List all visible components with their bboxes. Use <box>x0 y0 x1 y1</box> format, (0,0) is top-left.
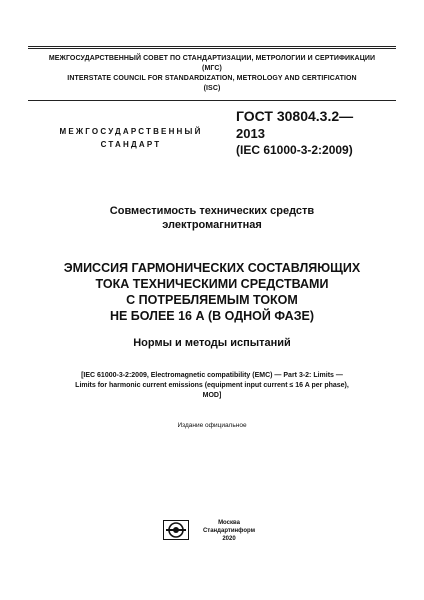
council-name-ru: МЕЖГОСУДАРСТВЕННЫЙ СОВЕТ ПО СТАНДАРТИЗАЦИИ, МЕТРОЛОГИИ И СЕРТИФИКАЦИИ <box>48 55 376 62</box>
publisher-info <box>194 519 264 543</box>
document-title <box>0 260 424 324</box>
document-title-line1: ЭМИССИЯ ГАРМОНИЧЕСКИХ СОСТАВЛЯЮЩИХ <box>63 261 361 275</box>
title-subject-line2: электромагнитная <box>162 219 262 231</box>
iec-reference-line1: [IEC 61000-3-2:2009, Electromagnetic compatibility (EMC) — Part 3-2: Limits — <box>81 372 343 379</box>
gost-code: ГОСТ 30804.3.2— <box>236 108 354 124</box>
council-header <box>28 46 396 101</box>
edition-label: Издание официальное <box>177 422 247 429</box>
council-name-en: INTERSTATE COUNCIL FOR STANDARDIZATION, METROLOGY AND CERTIFICATION <box>67 75 357 82</box>
iec-equivalent: (IEC 61000-3-2:2009) <box>236 143 353 157</box>
standard-designation <box>236 108 406 159</box>
standard-type-label <box>56 125 206 151</box>
document-title-line2: ТОКА ТЕХНИЧЕСКИМИ СРЕДСТВАМИ <box>95 277 329 291</box>
standartinform-logo-icon <box>163 520 189 540</box>
publisher-city: Москва <box>218 520 240 526</box>
iec-reference <box>36 371 388 401</box>
council-abbr-ru: (МГС) <box>202 65 222 72</box>
standard-type-line1: МЕЖГОСУДАРСТВЕННЫЙ <box>59 127 203 136</box>
iec-reference-line3: MOD] <box>202 392 222 399</box>
publisher-year: 2020 <box>222 536 236 542</box>
publisher-name: Стандартинформ <box>202 528 256 534</box>
title-subject <box>0 204 424 232</box>
council-abbr-en: (ISC) <box>203 85 221 92</box>
gost-year: 2013 <box>236 126 265 141</box>
title-subject-line1: Совместимость технических средств <box>109 205 315 217</box>
iec-reference-line2: Limits for harmonic current emissions (equipment input current ≤ 16 A per phase), <box>75 382 349 389</box>
document-title-line3: С ПОТРЕБЛЯЕМЫМ ТОКОМ <box>126 293 298 307</box>
document-title-line4: НЕ БОЛЕЕ 16 А (В ОДНОЙ ФАЗЕ) <box>109 309 315 323</box>
standard-type-line2: СТАНДАРТ <box>100 140 162 149</box>
title-methods: Нормы и методы испытаний <box>133 337 291 349</box>
